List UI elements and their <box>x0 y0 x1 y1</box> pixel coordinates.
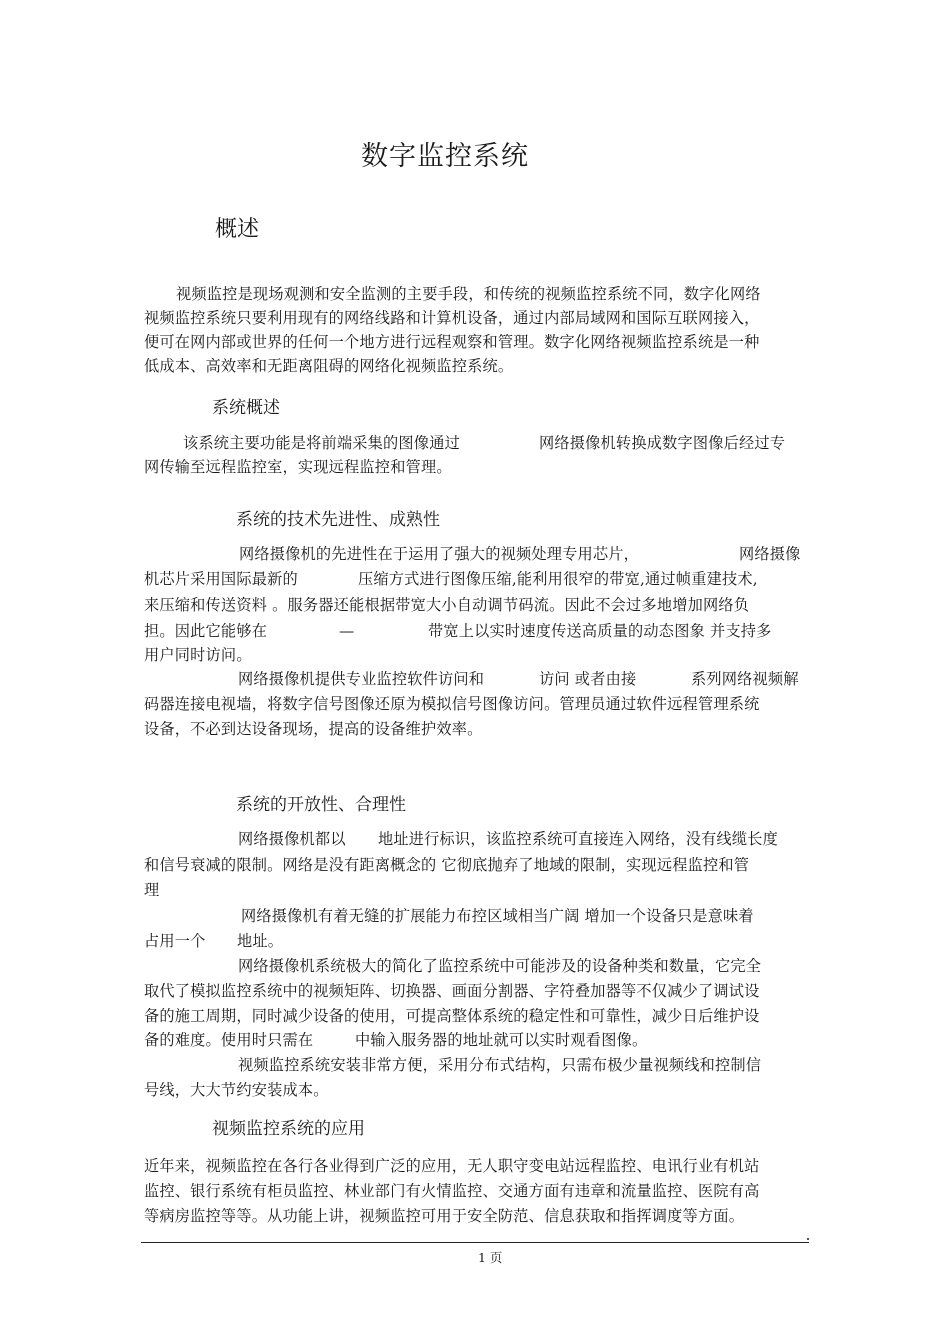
paragraph-line: 视频监控是现场观测和安全监测的主要手段，和传统的视频监控系统不同，数字化网络 <box>176 285 761 303</box>
paragraph-line: 等病房监控等等。从功能上讲，视频监控可用于安全防范、信息获取和指挥调度等方面。 <box>144 1207 745 1225</box>
paragraph-line: 压缩方式进行图像压缩,能利用很窄的带宽,通过帧重建技术, <box>358 570 758 588</box>
paragraph-line: 网络摄像机的先进性在于运用了强大的视频处理专用芯片， <box>239 545 640 563</box>
footer-rule <box>141 1242 809 1243</box>
paragraph-line: 机芯片采用国际最新的 <box>144 570 298 588</box>
document-title: 数字监控系统 <box>361 141 529 172</box>
paragraph-line: 低成本、高效率和无距离阻碍的网络化视频监控系统。 <box>144 357 514 375</box>
paragraph-line: 备的难度。使用时只需在 <box>144 1031 314 1049</box>
heading-openness: 系统的开放性、合理性 <box>236 795 406 815</box>
paragraph-line: 号线，大大节约安装成本。 <box>144 1081 329 1099</box>
heading-system-overview: 系统概述 <box>212 398 280 418</box>
paragraph-line: 监控、银行系统有柜员监控、林业部门有火情监控、交通方面有违章和流量监控、医院有高 <box>144 1182 760 1200</box>
paragraph-line: 网络摄像机转换成数字图像后经过专 <box>539 434 786 452</box>
paragraph-line: 担。因此它能够在 <box>144 622 268 640</box>
paragraph-line: — <box>339 622 355 640</box>
heading-technology: 系统的技术先进性、成熟性 <box>236 510 440 530</box>
paragraph-line: 网络摄像机提供专业监控软件访问和 <box>238 670 485 688</box>
paragraph-line: 中输入服务器的地址就可以实时观看图像。 <box>355 1031 648 1049</box>
paragraph-line: 近年来，视频监控在各行各业得到广泛的应用，无人职守变电站远程监控、电讯行业有机站 <box>144 1157 760 1175</box>
paragraph-line: 网传输至远程监控室，实现远程监控和管理。 <box>144 458 452 476</box>
paragraph-line: 来压缩和传送资料 。服务器还能根据带宽大小自动调节码流。因此不会过多地增加网络负 <box>144 596 750 614</box>
heading-application: 视频监控系统的应用 <box>212 1119 365 1139</box>
paragraph-line: 网络摄像 <box>739 545 801 563</box>
paragraph-line: 理 <box>144 881 160 899</box>
paragraph-line: 视频监控系统只要利用现有的网络线路和计算机设备，通过内部局域网和国际互联网接入， <box>144 309 760 327</box>
paragraph-line: 该系统主要功能是将前端采集的图像通过 <box>183 434 460 452</box>
paragraph-line: 视频监控系统安装非常方便，采用分布式结构，只需布极少量视频线和控制信 <box>238 1056 762 1074</box>
paragraph-line: 网络摄像机都以 <box>238 830 346 848</box>
paragraph-line: 码器连接电视墙，将数字信号图像还原为模拟信号图像访问。管理员通过软件远程管理系统 <box>144 695 760 713</box>
paragraph-line: 系列网络视频解 <box>691 670 799 688</box>
paragraph-line: 地址进行标识，该监控系统可直接连入网络，没有线缆长度 <box>378 830 779 848</box>
paragraph-line: 和信号衰减的限制。网络是没有距离概念的 它彻底抛弃了地域的限制，实现远程监控和管 <box>144 856 750 874</box>
page-number: 1 页 <box>478 1250 503 1265</box>
heading-overview: 概述 <box>215 217 260 242</box>
footer-rule-tick <box>807 1238 809 1240</box>
paragraph-line: 地址。 <box>237 932 284 950</box>
paragraph-line: 设备，不必到达设备现场，提高的设备维护效率。 <box>144 720 483 738</box>
paragraph-line: 便可在网内部或世界的任何一个地方进行远程观察和管理。数字化网络视频监控系统是一种 <box>144 333 760 351</box>
paragraph-line: 访问 或者由接 <box>539 670 637 688</box>
paragraph-line: 占用一个 <box>144 932 206 950</box>
paragraph-line: 取代了模拟监控系统中的视频矩阵、切换器、画面分割器、字符叠加器等不仅减少了调试设 <box>144 982 760 1000</box>
paragraph-line: 网络摄像机有着无缝的扩展能力布控区域相当广阔 增加一个设备只是意味着 <box>241 907 754 925</box>
paragraph-line: 带宽上以实时速度传送高质量的动态图象 并支持多 <box>428 622 772 640</box>
paragraph-line: 用户同时访问。 <box>144 646 252 664</box>
paragraph-line: 备的施工周期，同时减少设备的使用，可提高整体系统的稳定性和可靠性，减少日后维护设 <box>144 1007 760 1025</box>
paragraph-line: 网络摄像机系统极大的简化了监控系统中可能涉及的设备种类和数量，它完全 <box>238 957 762 975</box>
